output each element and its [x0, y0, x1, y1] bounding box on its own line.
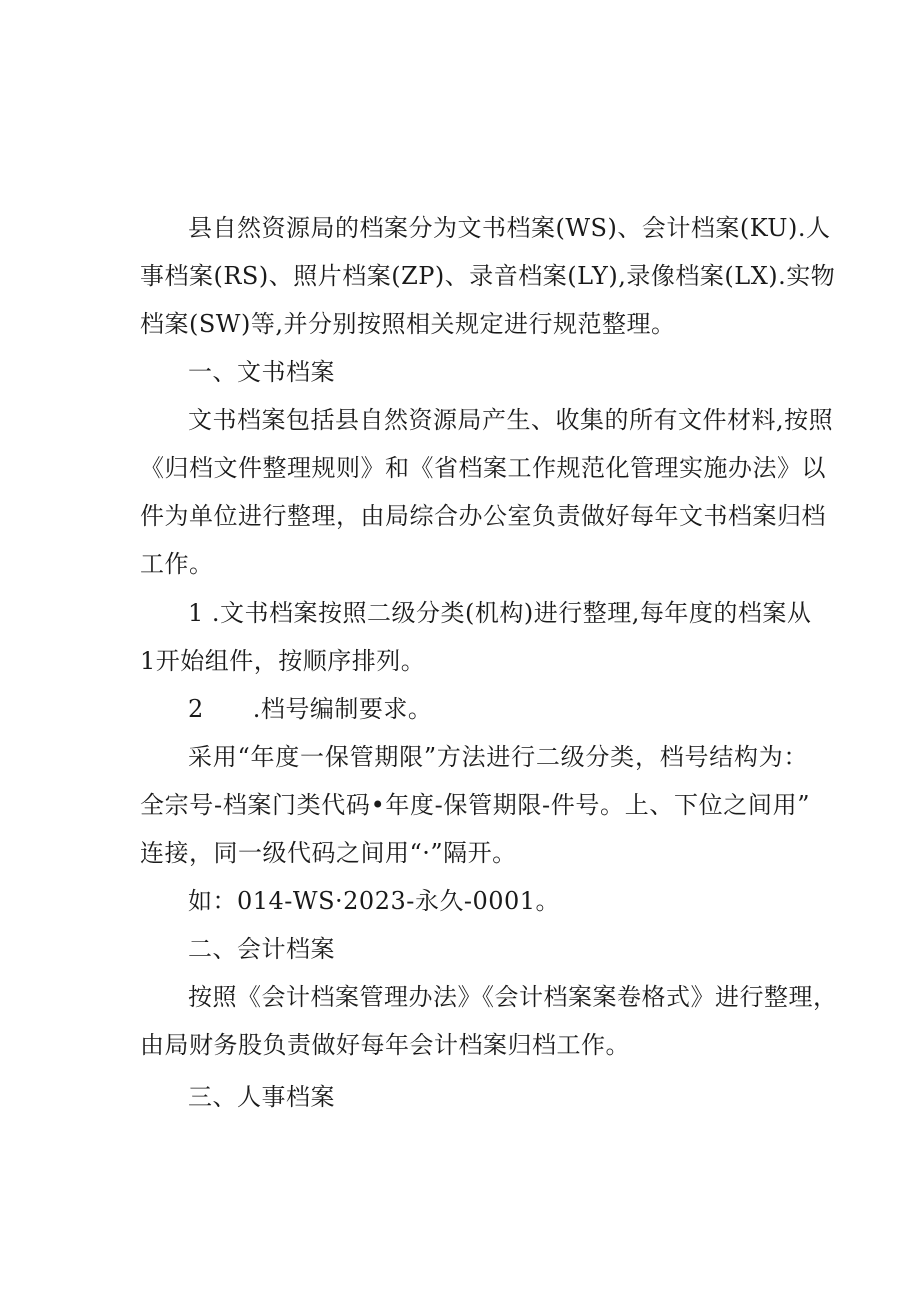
paragraph-danghao-line-2: 全宗号-档案门类代码•年度-保管期限-件号。上、下位之间用” — [140, 791, 810, 819]
paragraph-wenshu-line-1: 文书档案包括县自然资源局产生、收集的所有文件材料,按照 — [188, 406, 834, 434]
paragraph-wenshu-line-3: 件为单位进行整理，由局综合办公室负责做好每年文书档案归档 — [140, 502, 826, 530]
example-line: 如：014-WS·2023-永久-0001。 — [188, 887, 561, 915]
paragraph-intro-line-2: 事档案(RS)、照片档案(ZP)、录音档案(LY),录像档案(LX).实物 — [140, 262, 836, 290]
list-item-1-line-2: 1开始组件，按顺序排列。 — [140, 647, 426, 675]
paragraph-wenshu-line-2: 《归档文件整理规则》和《省档案工作规范化管理实施办法》以 — [140, 454, 826, 482]
paragraph-intro-line-3: 档案(SW)等,并分别按照相关规定进行规范整理。 — [140, 310, 676, 338]
paragraph-danghao-line-1: 采用“年度一保管期限”方法进行二级分类，档号结构为： — [188, 743, 808, 771]
paragraph-kuaiji-line-2: 由局财务股负责做好每年会计档案归档工作。 — [140, 1031, 630, 1059]
paragraph-kuaiji-line-1: 按照《会计档案管理办法》《会计档案案卷格式》进行整理， — [188, 983, 838, 1011]
section-heading-renshi: 三、人事档案 — [188, 1083, 335, 1111]
section-heading-wenshu: 一、文书档案 — [188, 358, 335, 386]
section-heading-kuaiji: 二、会计档案 — [188, 935, 335, 963]
list-item-1-line-1: 1 .文书档案按照二级分类(机构)进行整理,每年度的档案从 — [188, 599, 812, 627]
paragraph-danghao-line-3: 连接，同一级代码之间用“·”隔开。 — [140, 839, 517, 867]
paragraph-intro-line-1: 县自然资源局的档案分为文书档案(WS)、会计档案(KU).人 — [188, 214, 831, 242]
list-item-2: 2 .档号编制要求。 — [188, 695, 433, 723]
paragraph-wenshu-line-4: 工作。 — [140, 550, 214, 578]
